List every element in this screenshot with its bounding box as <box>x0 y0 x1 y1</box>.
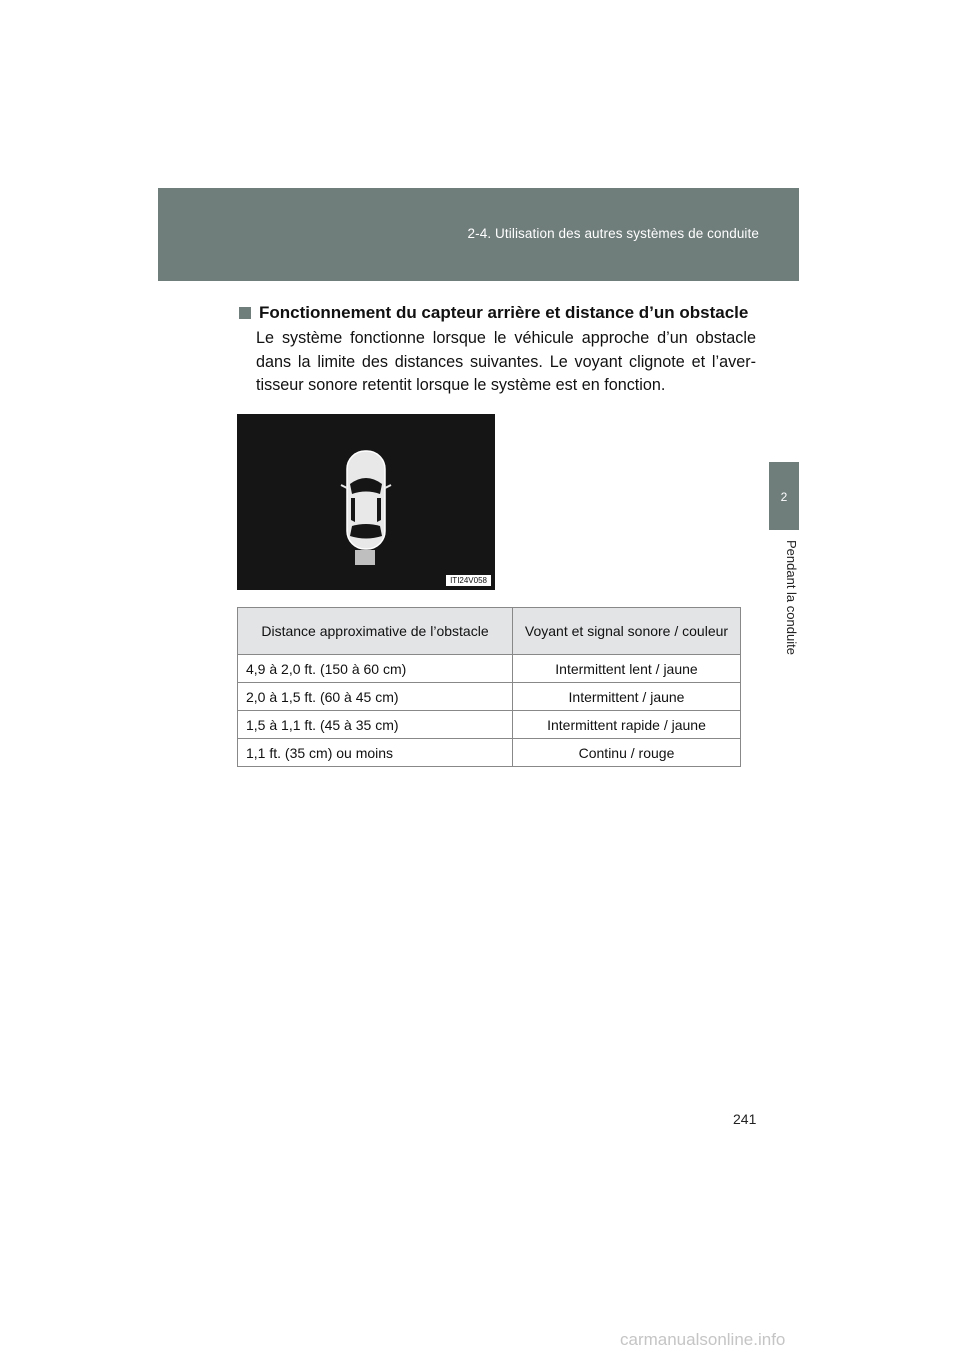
table-cell-indicator: Continu / rouge <box>513 739 741 767</box>
chapter-side-label: Pendant la conduite <box>784 540 799 655</box>
table-cell-distance: 1,5 à 1,1 ft. (45 à 35 cm) <box>238 711 513 739</box>
chapter-title: 2-4. Utilisation des autres systèmes de conduite <box>467 226 759 241</box>
table-row <box>238 739 741 767</box>
distance-table <box>237 607 741 767</box>
table-row <box>238 711 741 739</box>
chapter-number: 2 <box>780 490 788 504</box>
square-bullet-icon <box>239 307 251 319</box>
section-body: Le système fonctionne lorsque le véhicule approche d’un obstacle dans la limite des distances suivantes. Le voyant clignote et l’aver-tisseur sonore retentit lorsque le système est en fonction. <box>256 329 756 394</box>
figure-code: ITI24V058 <box>446 575 491 586</box>
table-row <box>238 655 741 683</box>
table-header-distance: Distance approximative de l’obstacle <box>238 608 513 655</box>
table-cell-distance: 1,1 ft. (35 cm) ou moins <box>238 739 513 767</box>
section-heading-text: Fonctionnement du capteur arrière et distance d’un obstacle <box>259 303 749 322</box>
chapter-tab <box>769 462 799 530</box>
chapter-header <box>158 188 799 281</box>
parking-sensor-figure <box>237 414 495 590</box>
table-cell-distance: 4,9 à 2,0 ft. (150 à 60 cm) <box>238 655 513 683</box>
table-cell-indicator: Intermittent rapide / jaune <box>513 711 741 739</box>
car-top-view-icon <box>237 414 495 590</box>
table-cell-indicator: Intermittent lent / jaune <box>513 655 741 683</box>
watermark: carmanualsonline.info <box>620 1330 786 1349</box>
page-number: 241 <box>733 1111 757 1127</box>
table-cell-indicator: Intermittent / jaune <box>513 683 741 711</box>
table-header-row <box>238 608 741 655</box>
table-cell-distance: 2,0 à 1,5 ft. (60 à 45 cm) <box>238 683 513 711</box>
table-row <box>238 683 741 711</box>
section-heading <box>239 303 748 323</box>
table-header-indicator: Voyant et signal sonore / couleur <box>513 608 741 655</box>
